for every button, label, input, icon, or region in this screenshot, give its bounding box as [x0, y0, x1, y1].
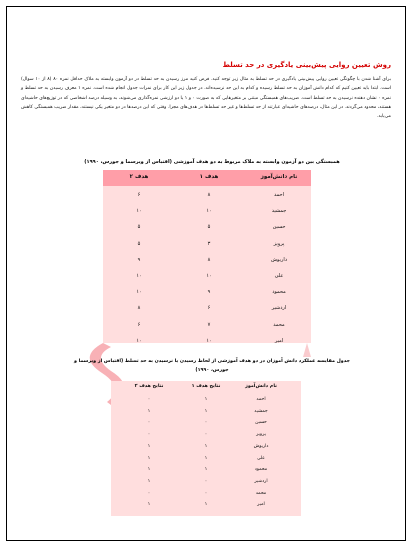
- table1-cell: ۱۰: [136, 208, 142, 215]
- table1-cell: ۶: [207, 305, 211, 312]
- table2-cell: ۰: [204, 478, 208, 484]
- document-page: [6, 6, 406, 541]
- table2-cell: ۱: [204, 443, 208, 449]
- table1-cell: ۶: [137, 192, 141, 198]
- table2-cell: ۱: [204, 502, 208, 508]
- table1-cell: اردشیر: [271, 305, 287, 312]
- table1-cell: ۱۰: [206, 337, 212, 344]
- table2-cell: ۰: [147, 420, 151, 426]
- table2-cell: ۰: [204, 432, 208, 438]
- table2-cell: داریوش: [253, 443, 269, 449]
- table2-cell: ۱: [204, 397, 208, 402]
- section-title: روش تعیین روایی پیش‌بینی یادگیری در حد تسلط: [222, 61, 391, 69]
- table2-cell: جمشید: [254, 408, 268, 414]
- table2-cell: ۱: [147, 443, 151, 449]
- table1-cell: ۱۰: [136, 289, 142, 296]
- table2-cell: ۱: [204, 467, 208, 473]
- table2-cell: ۱: [147, 455, 151, 461]
- table2-cell: پرویز: [256, 432, 266, 438]
- table2-cell: احمد: [256, 397, 266, 402]
- table1-cell: پرویز: [273, 240, 285, 247]
- table2-header-cell: نام دانش‌آموز: [245, 384, 277, 389]
- table2-cell: ۱: [147, 467, 151, 473]
- table2-caption: جدول مقایسه عملکرد دانش آموزان در دو هدف آموزشی از لحاظ رسیدن یا نرسیدن به حد تسلط (اقتباس از ویرسما و جورس، ۱۹۹۰): [74, 359, 350, 373]
- table1-cell: حسین: [272, 224, 286, 231]
- table1-cell: ۵: [137, 224, 141, 231]
- table2-cell: ۰: [204, 420, 208, 426]
- table2: [111, 381, 301, 516]
- table2-cell: ۰: [204, 490, 208, 496]
- table2-cell: ۰: [147, 432, 151, 438]
- table1-cell: ۱۰: [206, 208, 212, 215]
- table2-cell: علی: [256, 455, 266, 461]
- table1-cell: جمشید: [271, 208, 287, 215]
- table1-cell: ۵: [137, 240, 141, 247]
- body-paragraph: برای آشنا شدن با چگونگی تعیین روایی پیش‌بینی یادگیری در حد تسلط به مثال زیر توجه کنید. فرض کنید مرز رسیدن به حد تسلط در دو آزمون وابسته به ملاک حداقل نمره ۸۰ (۸ از ۱۰ سوال) است. ابتدا باید تعیین کنیم که کدام دانش آموزان به حد تسلط رسیده و کدام به این حد نرسیده‌اند. در جدول زیر این کار برای نمرات جدول انجام شده است. نمره ۱ معرف رسیدن به حد تسلط و نمره ۰ نشان دهنده نرسیدن به حد تسلط است. ضریب‌های همبستگی مبتنی بر متغیرهایی که به صورت ۰ و ۱ یا دو ارزشی نمره‌گذاری می‌شوند، به وسیله درصد اشخاصی که در توزیع‌های حاشیه‌ای هستند، محدود می‌گردند. در این مثال، درصدهای حاشیه‌ای عبارتند از حد تسلط‌ها و غیر حد تسلط‌ها در هدف‌های مجزا. وقتی که این درصدها در دو متغیر یکی نیستند، مقدار ضریب همبستگی کاهش می‌یابد.: [21, 77, 391, 120]
- table1-cell: داریوش: [270, 256, 288, 263]
- table2-cell: ۱: [204, 408, 208, 414]
- table1-cell: ۵: [207, 224, 211, 231]
- table2-cell: ۱: [147, 502, 151, 508]
- table1-header-cell: هدف ۲: [129, 174, 149, 180]
- table1-cell: ۳: [207, 240, 211, 247]
- table1-cell: ۸: [207, 256, 211, 263]
- table2-cell: محمد: [255, 490, 267, 496]
- table2-cell: حسین: [255, 420, 267, 426]
- table2-cell: ۱: [204, 455, 208, 461]
- table2-cell: ۰: [147, 397, 151, 402]
- table1-cell: ۸: [137, 305, 141, 312]
- table1-cell: ۸: [207, 192, 211, 198]
- table1-cell: محمد: [273, 321, 285, 328]
- table1-cell: محمود: [272, 289, 286, 296]
- table1-cell: ۱۰: [136, 273, 142, 279]
- table1-cell: ۱۰: [136, 337, 142, 344]
- table2-header-cell: نتایج هدف ۱: [191, 384, 221, 389]
- table1-caption: همبستگی بین دو آزمون وابسته به ملاک مربوط به دو هدف آموزشی (اقتباس از ویرسما و جورس، ۱۹۹۰): [84, 159, 340, 165]
- table1-cell: علی: [274, 273, 284, 279]
- table1-cell: ۷: [207, 321, 211, 328]
- table2-cell: ۱: [147, 408, 151, 414]
- table2-cell: محمود: [254, 467, 268, 473]
- table1-cell: ۶: [137, 321, 141, 328]
- table1-cell: ۹: [207, 289, 211, 296]
- table1-cell: احمد: [274, 192, 284, 198]
- table2-cell: امیر: [257, 502, 265, 508]
- table1-header-cell: هدف ۱: [199, 174, 219, 180]
- table1-cell: ۱۰: [206, 273, 212, 279]
- table2-cell: اردشیر: [254, 478, 268, 484]
- table2-header-cell: نتایج هدف ۲: [134, 384, 164, 389]
- table1-cell: امیر: [274, 337, 284, 344]
- table2-cell: ۰: [147, 490, 151, 496]
- table1-header-cell: نام دانش‌آموز: [260, 174, 298, 180]
- table1-cell: ۹: [137, 256, 141, 263]
- table2-cell: ۱: [147, 478, 151, 484]
